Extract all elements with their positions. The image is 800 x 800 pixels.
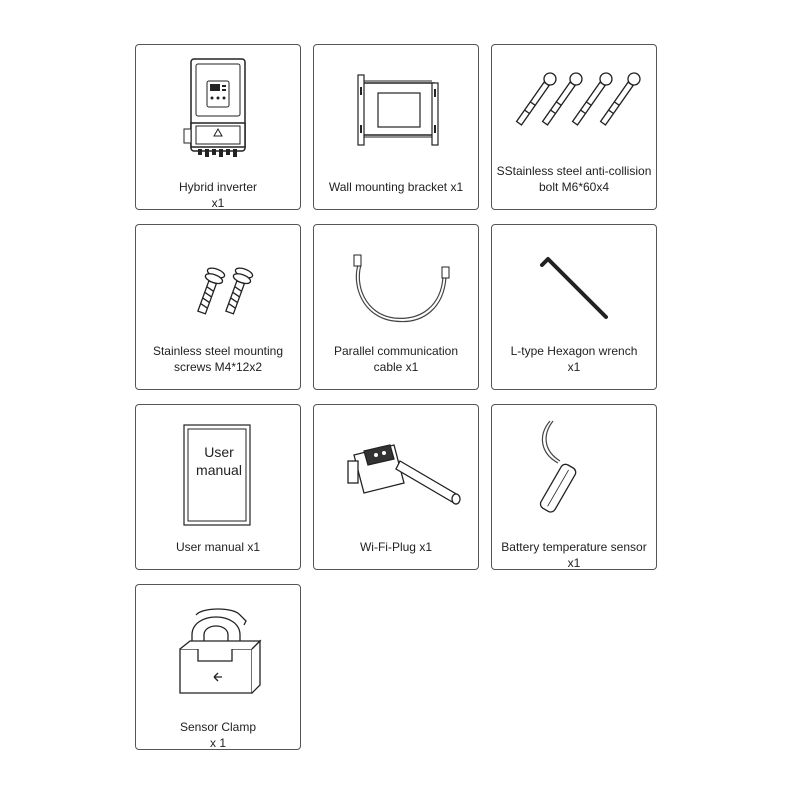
item-card-wifi-plug <box>313 404 479 570</box>
item-card-mounting-screws <box>135 224 301 390</box>
item-caption <box>494 163 654 195</box>
mounting-screw-icon <box>136 225 300 347</box>
item-label-line1: SStainless steel anti-collision <box>496 164 652 178</box>
item-caption <box>138 179 298 211</box>
item-card-hex-wrench <box>491 224 657 390</box>
item-label-line1: Battery temperature sensor <box>501 540 647 554</box>
hybrid-inverter-icon <box>136 45 300 167</box>
manual-icon <box>136 405 300 527</box>
item-caption <box>138 343 298 375</box>
item-caption <box>138 539 298 555</box>
temperature-sensor-icon <box>492 405 656 527</box>
item-card-user-manual <box>135 404 301 570</box>
sensor-clamp-icon <box>136 585 300 707</box>
item-label-line1: Stainless steel mounting <box>152 344 284 358</box>
item-label-line2: x1 <box>211 196 225 210</box>
item-caption <box>494 539 654 571</box>
item-card-wall-bracket <box>313 44 479 210</box>
manual-cover-text: User manual <box>196 444 242 478</box>
item-card-temperature-sensor <box>491 404 657 570</box>
anchor-bolt-icon <box>492 45 656 167</box>
item-card-hybrid-inverter <box>135 44 301 210</box>
hex-wrench-icon <box>492 225 656 347</box>
item-label-line2: screws M4*12x2 <box>173 360 263 374</box>
item-label-line1: Wall mounting bracket x1 <box>328 180 464 194</box>
item-caption <box>316 179 476 195</box>
item-label-line2: cable x1 <box>373 360 419 374</box>
item-label-line1: User manual x1 <box>175 540 261 554</box>
item-caption <box>316 343 476 375</box>
item-label-line1: Wi-Fi-Plug x1 <box>359 540 432 554</box>
item-caption <box>316 539 476 555</box>
wall-bracket-icon <box>314 45 478 167</box>
item-card-sensor-clamp <box>135 584 301 750</box>
item-label-line2: x1 <box>567 556 581 570</box>
item-card-anchor-bolts <box>491 44 657 210</box>
item-caption <box>494 343 654 375</box>
item-label-line1: Parallel communication <box>333 344 459 358</box>
item-label-line2: x1 <box>567 360 581 374</box>
item-label-line1: Hybrid inverter <box>178 180 258 194</box>
cable-icon <box>314 225 478 347</box>
item-label-line2: bolt M6*60x4 <box>538 180 610 194</box>
item-label-line1: L-type Hexagon wrench <box>510 344 638 358</box>
item-caption <box>138 719 298 751</box>
item-label-line1: Sensor Clamp <box>179 720 257 734</box>
wifi-plug-icon <box>314 405 478 527</box>
item-card-communication-cable <box>313 224 479 390</box>
item-label-line2: x 1 <box>209 736 226 750</box>
